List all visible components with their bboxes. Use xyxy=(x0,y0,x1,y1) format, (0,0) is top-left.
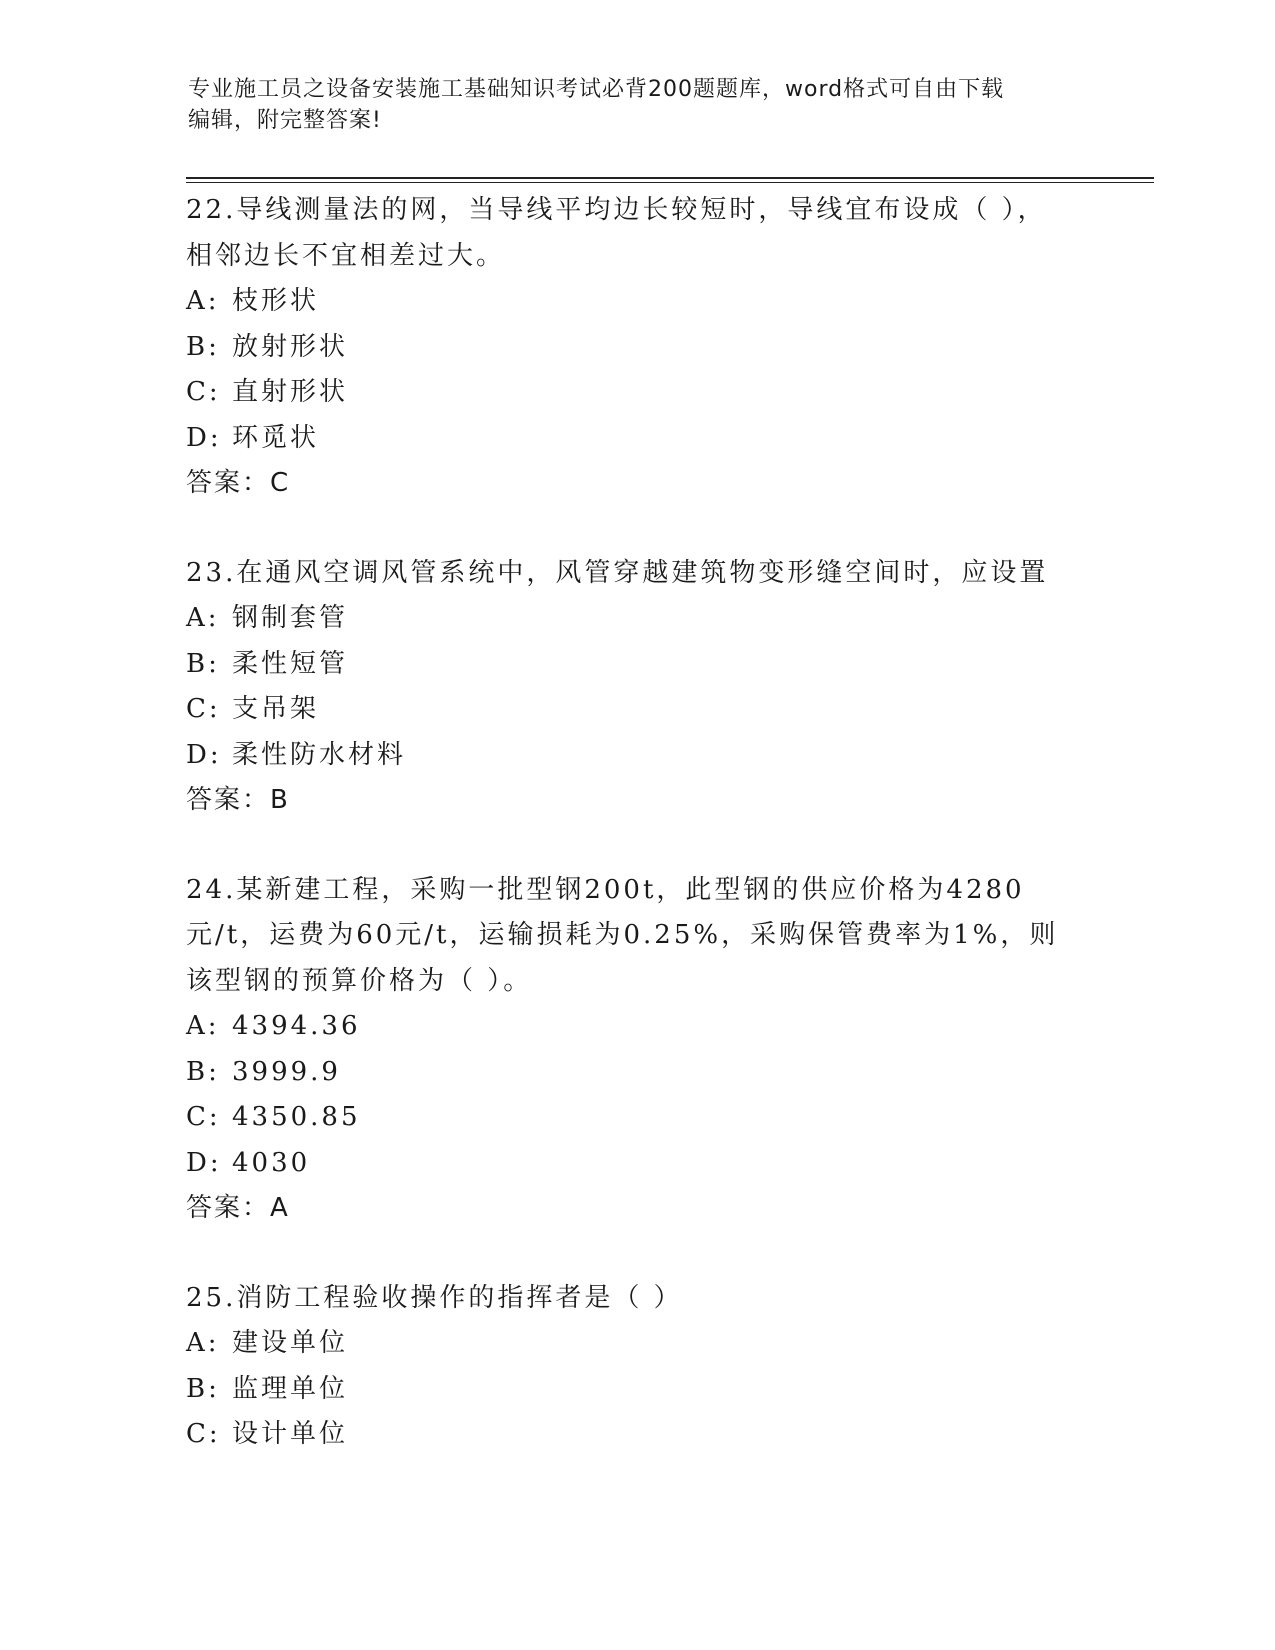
option-text: 柔性防水材料 xyxy=(232,739,407,770)
option-text: 枝形状 xyxy=(232,286,320,316)
option-d xyxy=(186,733,1086,779)
option-letter: A: xyxy=(186,1328,220,1358)
option-c xyxy=(186,687,1086,733)
option-letter: C: xyxy=(186,694,221,724)
option-b xyxy=(186,1050,1086,1096)
option-letter: A: xyxy=(186,286,220,316)
option-text: 环觅状 xyxy=(232,422,320,453)
option-text: 直射形状 xyxy=(232,377,349,407)
option-d xyxy=(186,416,1086,462)
option-letter: B: xyxy=(186,331,220,362)
question-25 xyxy=(186,1276,1086,1458)
question-text: 25.消防工程验收操作的指挥者是（ ） xyxy=(186,1282,683,1313)
question-text: 23.在通风空调风管系统中，风管穿越建筑物变形缝空间时，应设置 xyxy=(186,557,1049,588)
option-text: 4394.36 xyxy=(232,1011,361,1041)
header-divider xyxy=(186,177,1154,179)
option-letter: D: xyxy=(186,739,222,770)
option-a xyxy=(186,1321,1086,1367)
option-text: 钢制套管 xyxy=(232,603,349,633)
answer-label: 答案：A xyxy=(186,1193,290,1223)
option-d xyxy=(186,1141,1086,1187)
option-b xyxy=(186,1367,1086,1413)
option-a xyxy=(186,1004,1086,1050)
question-text: 24.某新建工程，采购一批型钢200t，此型钢的供应价格为4280元/t，运费为60元/t，运输损耗为0.25%，采购保管费率为1%，则该型钢的预算价格为（ ）。 xyxy=(186,874,1059,996)
question-list xyxy=(186,188,1086,1502)
option-text: 4030 xyxy=(232,1147,311,1178)
question-22 xyxy=(186,188,1086,507)
option-b xyxy=(186,642,1086,688)
option-text: 监理单位 xyxy=(232,1373,349,1404)
answer-label: 答案：B xyxy=(186,785,290,815)
option-text: 3999.9 xyxy=(232,1056,341,1087)
option-b xyxy=(186,325,1086,371)
option-letter: C: xyxy=(186,377,221,407)
option-letter: A: xyxy=(186,603,220,633)
option-text: 支吊架 xyxy=(232,694,320,724)
question-23 xyxy=(186,551,1086,824)
option-c xyxy=(186,1412,1086,1458)
option-c xyxy=(186,1095,1086,1141)
option-letter: A: xyxy=(186,1011,220,1041)
option-letter: B: xyxy=(186,648,220,679)
header-title-line2: 编辑，附完整答案! xyxy=(188,108,382,133)
option-letter: B: xyxy=(186,1373,220,1404)
option-c xyxy=(186,370,1086,416)
option-text: 4350.85 xyxy=(232,1102,361,1132)
answer-label: 答案：C xyxy=(186,468,291,498)
question-text: 22.导线测量法的网，当导线平均边长较短时，导线宜布设成（ ），相邻边长不宜相差过大。 xyxy=(186,195,1047,271)
option-text: 设计单位 xyxy=(232,1419,349,1449)
header-title-line1: 专业施工员之设备安装施工基础知识考试必背200题题库，word格式可自由下载 xyxy=(188,77,1005,102)
header-divider-secondary xyxy=(186,182,1154,183)
option-a xyxy=(186,279,1086,325)
option-a xyxy=(186,596,1086,642)
option-text: 放射形状 xyxy=(232,331,349,362)
option-letter: D: xyxy=(186,1147,222,1178)
option-text: 柔性短管 xyxy=(232,648,349,679)
option-letter: D: xyxy=(186,422,222,453)
option-letter: C: xyxy=(186,1419,221,1449)
document-header xyxy=(188,74,1068,136)
option-letter: B: xyxy=(186,1056,220,1087)
question-24 xyxy=(186,868,1086,1232)
option-letter: C: xyxy=(186,1102,221,1132)
option-text: 建设单位 xyxy=(232,1328,349,1358)
